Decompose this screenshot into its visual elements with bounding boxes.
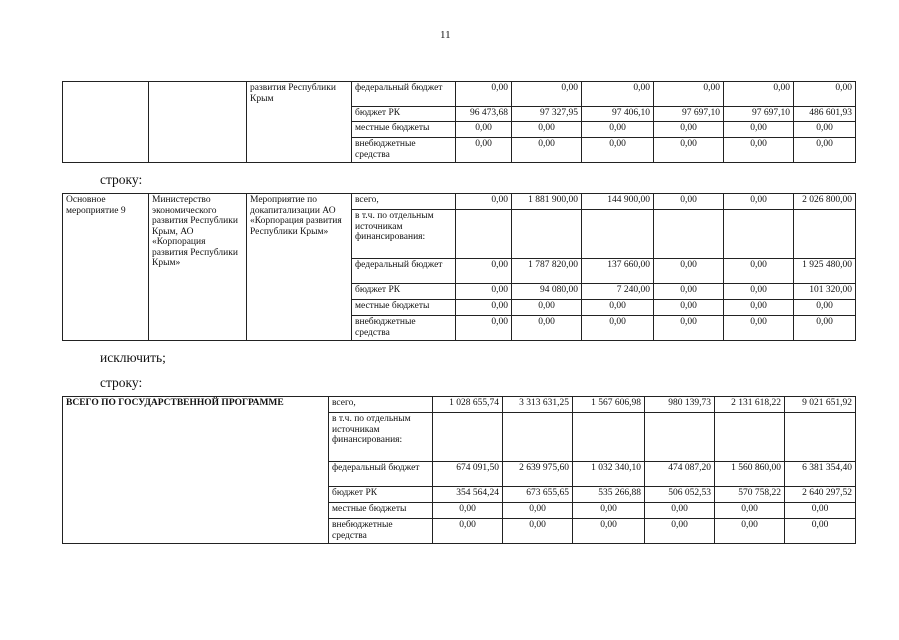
- value-cell: [724, 210, 794, 259]
- table3-body: [63, 397, 856, 544]
- value-cell: 9 021 651,92: [785, 397, 856, 413]
- value-cell: 0,00: [456, 300, 512, 316]
- value-cell: 0,00: [512, 300, 582, 316]
- value-cell: 0,00: [582, 138, 654, 163]
- value-cell: 0,00: [794, 316, 856, 341]
- value-cell: 0,00: [582, 316, 654, 341]
- value-cell: 0,00: [512, 138, 582, 163]
- page-number: 11: [440, 29, 451, 41]
- table-program-total: [62, 396, 856, 544]
- table1-body: [63, 82, 856, 163]
- value-cell: 0,00: [724, 194, 794, 210]
- value-cell: [433, 413, 503, 462]
- value-cell: 506 052,53: [645, 487, 715, 503]
- cell-col2: [149, 82, 247, 163]
- value-cell: 0,00: [573, 503, 645, 519]
- value-cell: 0,00: [654, 138, 724, 163]
- value-cell: 97 327,95: [512, 107, 582, 122]
- cell-col3: развития Республики Крым: [247, 82, 352, 163]
- row-label: в т.ч. по отдельным источникам финансирования:: [329, 413, 433, 462]
- cell-activity-number: Основное мероприятие 9: [63, 194, 149, 341]
- value-cell: 0,00: [785, 503, 856, 519]
- value-cell: 6 381 354,40: [785, 462, 856, 487]
- value-cell: 0,00: [582, 122, 654, 138]
- value-cell: 0,00: [456, 259, 512, 284]
- value-cell: 0,00: [654, 259, 724, 284]
- row-label: местные бюджеты: [329, 503, 433, 519]
- value-cell: 0,00: [654, 82, 724, 107]
- value-cell: 2 131 618,22: [715, 397, 785, 413]
- value-cell: 0,00: [654, 300, 724, 316]
- value-cell: 0,00: [503, 503, 573, 519]
- value-cell: 1 925 480,00: [794, 259, 856, 284]
- row-label: бюджет РК: [352, 107, 456, 122]
- value-cell: [573, 413, 645, 462]
- row-label: бюджет РК: [352, 284, 456, 300]
- value-cell: 1 567 606,98: [573, 397, 645, 413]
- value-cell: 0,00: [456, 82, 512, 107]
- value-cell: 0,00: [645, 519, 715, 544]
- table-fragment-top: [62, 81, 856, 163]
- row-label: бюджет РК: [329, 487, 433, 503]
- value-cell: [503, 413, 573, 462]
- value-cell: 0,00: [654, 122, 724, 138]
- value-cell: 0,00: [512, 82, 582, 107]
- value-cell: [456, 210, 512, 259]
- value-cell: 570 758,22: [715, 487, 785, 503]
- value-cell: 97 697,10: [654, 107, 724, 122]
- value-cell: 0,00: [456, 316, 512, 341]
- row-label: федеральный бюджет: [352, 259, 456, 284]
- row-label: внебюджетные средства: [352, 138, 456, 163]
- row-label: внебюджетные средства: [352, 316, 456, 341]
- value-cell: 0,00: [724, 300, 794, 316]
- row-label: федеральный бюджет: [352, 82, 456, 107]
- cell-col1: [63, 82, 149, 163]
- value-cell: 0,00: [456, 284, 512, 300]
- value-cell: 0,00: [512, 122, 582, 138]
- program-total-title: ВСЕГО ПО ГОСУДАРСТВЕННОЙ ПРОГРАММЕ: [63, 397, 329, 544]
- value-cell: [512, 210, 582, 259]
- value-cell: 0,00: [724, 259, 794, 284]
- value-cell: 0,00: [724, 82, 794, 107]
- value-cell: 0,00: [654, 316, 724, 341]
- value-cell: 980 139,73: [645, 397, 715, 413]
- value-cell: 354 564,24: [433, 487, 503, 503]
- value-cell: 0,00: [724, 316, 794, 341]
- value-cell: 535 266,88: [573, 487, 645, 503]
- value-cell: 0,00: [654, 194, 724, 210]
- value-cell: 144 900,00: [582, 194, 654, 210]
- value-cell: 0,00: [724, 138, 794, 163]
- table-activity-9: [62, 193, 856, 341]
- value-cell: 0,00: [645, 503, 715, 519]
- value-cell: 3 313 631,25: [503, 397, 573, 413]
- instruction-text: строку:: [100, 375, 143, 390]
- value-cell: 1 881 900,00: [512, 194, 582, 210]
- value-cell: 1 028 655,74: [433, 397, 503, 413]
- value-cell: 0,00: [512, 316, 582, 341]
- value-cell: 7 240,00: [582, 284, 654, 300]
- value-cell: 0,00: [794, 82, 856, 107]
- row-label: всего,: [329, 397, 433, 413]
- cell-activity-name: Мероприятие по докапитализации АО «Корпорация развития Республики Крым»: [247, 194, 352, 341]
- value-cell: 0,00: [582, 82, 654, 107]
- value-cell: 0,00: [724, 284, 794, 300]
- value-cell: 97 697,10: [724, 107, 794, 122]
- row-label: местные бюджеты: [352, 122, 456, 138]
- value-cell: 2 026 800,00: [794, 194, 856, 210]
- value-cell: [794, 210, 856, 259]
- value-cell: 674 091,50: [433, 462, 503, 487]
- value-cell: [582, 210, 654, 259]
- value-cell: [785, 413, 856, 462]
- value-cell: 0,00: [654, 284, 724, 300]
- value-cell: 2 640 297,52: [785, 487, 856, 503]
- value-cell: 0,00: [456, 138, 512, 163]
- value-cell: 486 601,93: [794, 107, 856, 122]
- value-cell: 0,00: [715, 503, 785, 519]
- value-cell: [654, 210, 724, 259]
- row-label: внебюджетные средства: [329, 519, 433, 544]
- value-cell: 0,00: [794, 300, 856, 316]
- value-cell: 0,00: [433, 519, 503, 544]
- value-cell: 2 639 975,60: [503, 462, 573, 487]
- value-cell: 474 087,20: [645, 462, 715, 487]
- value-cell: 0,00: [582, 300, 654, 316]
- value-cell: 0,00: [794, 138, 856, 163]
- value-cell: [645, 413, 715, 462]
- value-cell: 0,00: [433, 503, 503, 519]
- value-cell: 0,00: [715, 519, 785, 544]
- value-cell: 1 560 860,00: [715, 462, 785, 487]
- value-cell: 94 080,00: [512, 284, 582, 300]
- row-label: в т.ч. по отдельным источникам финансирования:: [352, 210, 456, 259]
- cell-executor: Министерство экономического развития Республики Крым, АО «Корпорация развития Республики Крым»: [149, 194, 247, 341]
- instruction-text: строку:: [100, 172, 143, 187]
- value-cell: 0,00: [785, 519, 856, 544]
- table2-body: [63, 194, 856, 341]
- value-cell: 96 473,68: [456, 107, 512, 122]
- value-cell: 101 320,00: [794, 284, 856, 300]
- value-cell: 673 655,65: [503, 487, 573, 503]
- value-cell: 0,00: [456, 122, 512, 138]
- value-cell: [715, 413, 785, 462]
- instruction-text: исключить;: [100, 350, 166, 365]
- value-cell: 1 787 820,00: [512, 259, 582, 284]
- value-cell: 0,00: [794, 122, 856, 138]
- value-cell: 137 660,00: [582, 259, 654, 284]
- value-cell: 0,00: [456, 194, 512, 210]
- value-cell: 0,00: [573, 519, 645, 544]
- row-label: местные бюджеты: [352, 300, 456, 316]
- value-cell: 0,00: [724, 122, 794, 138]
- value-cell: 97 406,10: [582, 107, 654, 122]
- row-label: всего,: [352, 194, 456, 210]
- row-label: федеральный бюджет: [329, 462, 433, 487]
- value-cell: 1 032 340,10: [573, 462, 645, 487]
- value-cell: 0,00: [503, 519, 573, 544]
